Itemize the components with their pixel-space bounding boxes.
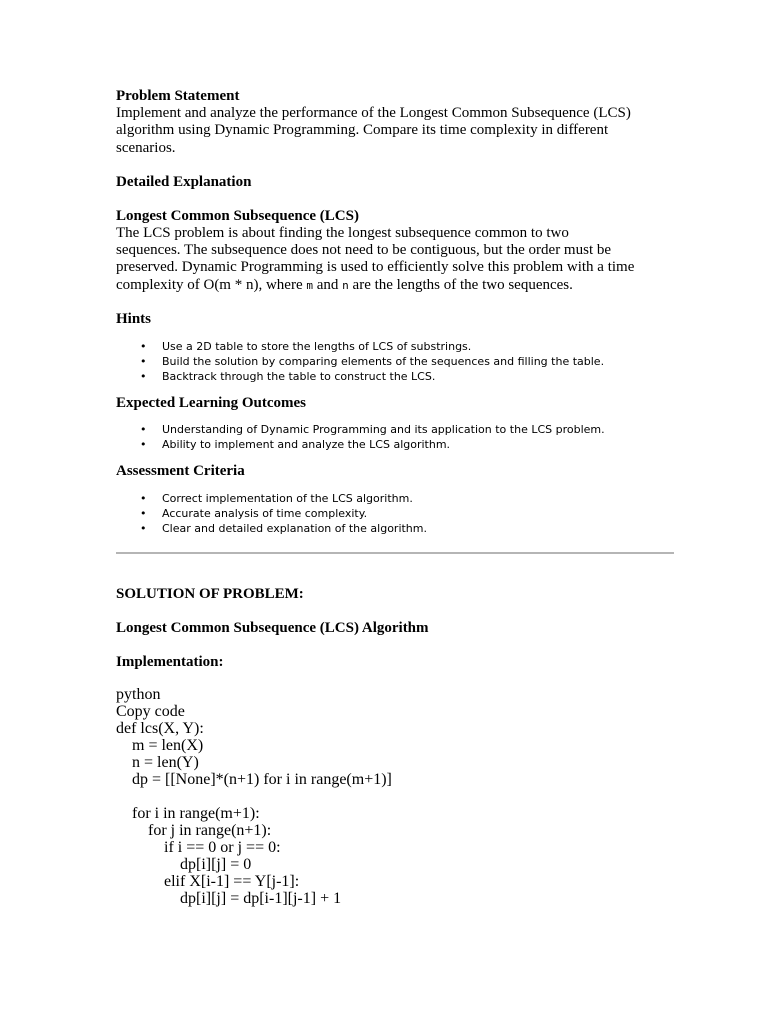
lcs-line-3: preserved. Dynamic Programming is used to efficiently solve this problem with a time [116,259,635,276]
criteria-text: Accurate analysis of time complexity. [162,507,368,521]
code-line: elif X[i-1] == Y[j-1]: [116,873,300,891]
lcs-line-4 [116,277,674,294]
code-line: if i == 0 or j == 0: [116,839,281,857]
criteria-text: Clear and detailed explanation of the algorithm. [162,522,427,536]
code-line: m = len(X) [116,737,204,755]
code-line: for i in range(m+1): [116,805,260,823]
bullet-icon: • [140,492,147,506]
lcs-line-1: The LCS problem is about finding the longest subsequence common to two [116,224,569,241]
bullet-icon: • [140,423,147,437]
problem-statement-line-1: Implement and analyze the performance of the Longest Common Subsequence (LCS) [116,105,631,121]
implementation-heading: Implementation: [116,654,224,671]
code-line-blank [116,788,674,805]
code-line: python [116,686,161,704]
hints-heading: Hints [116,311,152,328]
solution-heading: SOLUTION OF PROBLEM: [116,586,304,603]
lcs-line-4-part1: complexity of O(m * n), where [116,276,307,293]
outcomes-list [116,422,674,452]
outcome-text: Ability to implement and analyze the LCS algorithm. [162,438,451,452]
list-item [116,422,674,437]
bullet-icon: • [140,522,147,536]
hint-text: Use a 2D table to store the lengths of LCS of substrings. [162,340,472,354]
bullet-icon: • [140,438,147,452]
list-item [116,354,674,369]
bullet-icon: • [140,370,147,384]
lcs-line-2: sequences. The subsequence does not need to be contiguous, but the order must be [116,242,612,259]
lcs-heading: Longest Common Subsequence (LCS) [116,207,359,224]
list-item [116,491,674,506]
code-line: for j in range(n+1): [116,822,272,840]
lcs-line-4-part3: are the lengths of the two sequences. [348,276,573,293]
document-page [116,86,674,907]
inline-code-n: n [342,278,349,292]
hint-text: Build the solution by comparing elements of the sequences and filling the table. [162,355,605,369]
criteria-text: Correct implementation of the LCS algorithm. [162,492,413,506]
list-item [116,521,674,536]
outcomes-heading: Expected Learning Outcomes [116,395,306,412]
bullet-icon: • [140,355,147,369]
solution-subheading: Longest Common Subsequence (LCS) Algorithm [116,620,429,637]
list-item [116,437,674,452]
detailed-explanation-heading: Detailed Explanation [116,173,252,190]
list-item [116,339,674,354]
problem-statement-line-3: scenarios. [116,139,176,156]
copy-code-label[interactable]: Copy code [116,703,185,721]
code-line: dp[i][j] = 0 [116,856,252,874]
list-item [116,506,674,521]
assessment-list [116,491,674,536]
hint-text: Backtrack through the table to construct the LCS. [162,370,436,384]
code-line: dp = [[None]*(n+1) for i in range(m+1)] [116,771,392,789]
bullet-icon: • [140,340,147,354]
code-line: def lcs(X, Y): [116,720,204,738]
code-line: n = len(Y) [116,754,199,772]
list-item [116,369,674,384]
horizontal-divider [116,552,674,554]
outcome-text: Understanding of Dynamic Programming and its application to the LCS problem. [162,423,605,437]
hints-list [116,339,674,384]
problem-statement-line-2: algorithm using Dynamic Programming. Compare its time complexity in different [116,122,609,139]
code-block [116,686,674,907]
bullet-icon: • [140,507,147,521]
lcs-line-4-part2: and [313,276,343,293]
code-line: dp[i][j] = dp[i-1][j-1] + 1 [116,890,342,908]
assessment-heading: Assessment Criteria [116,463,245,480]
problem-statement-heading: Problem Statement [116,88,240,104]
inline-code-m: m [306,278,313,292]
